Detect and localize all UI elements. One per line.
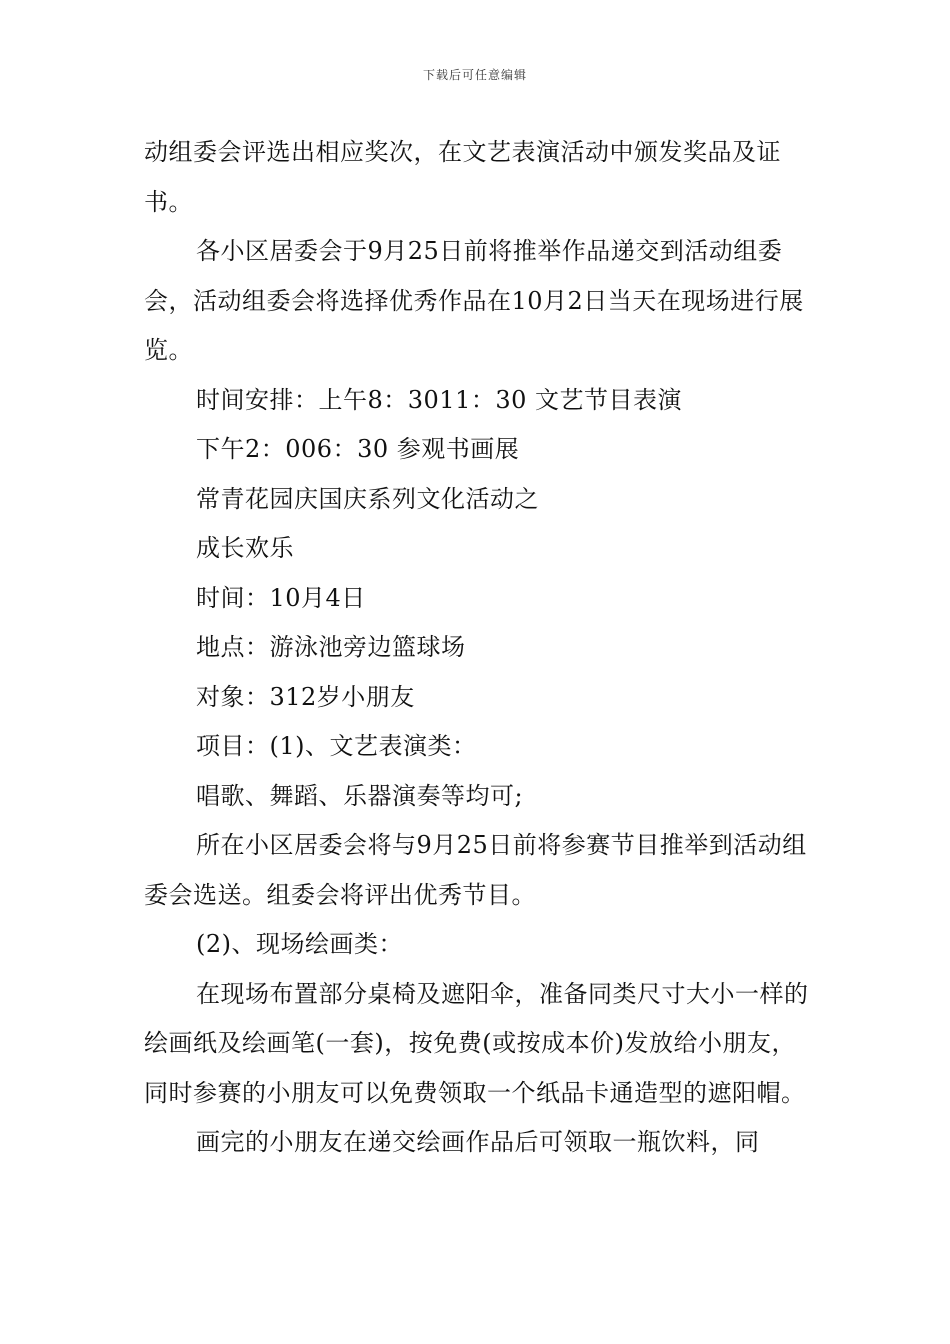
- paragraph: 各小区居委会于9月25日前将推举作品递交到活动组委会，活动组委会将选择优秀作品在10月2日当天在现场进行展览。: [144, 237, 804, 364]
- paragraph: 对象：312岁小朋友: [196, 682, 415, 711]
- paragraph: 在现场布置部分桌椅及遮阳伞，准备同类尺寸大小一样的绘画纸及绘画笔(一套)，按免费(或按成本价)发放给小朋友，同时参赛的小朋友可以免费领取一个纸品卡通造型的遮阳帽。: [144, 979, 809, 1107]
- paragraph: 地点：游泳池旁边篮球场: [196, 633, 466, 661]
- paragraph: 唱歌、舞蹈、乐器演奏等均可;: [196, 781, 524, 810]
- paragraph: 画完的小朋友在递交绘画作品后可领取一瓶饮料，同: [196, 1128, 760, 1156]
- paragraph: 下午2：006：30 参观书画展: [196, 435, 520, 463]
- paragraph: (2)、现场绘画类：: [196, 930, 403, 958]
- paragraph: 成长欢乐: [196, 534, 294, 562]
- paragraph: 所在小区居委会将与9月25日前将参赛节目推举到活动组委会选送。组委会将评出优秀节目。: [144, 831, 807, 909]
- paragraph: 常青花园庆国庆系列文化活动之: [196, 484, 539, 513]
- paragraph: 时间：10月4日: [196, 583, 366, 612]
- paragraph: 时间安排：上午8：3011：30 文艺节目表演: [196, 385, 683, 414]
- document-body: [144, 128, 810, 1168]
- paragraph: 动组委会评选出相应奖次，在文艺表演活动中颁发奖品及证书。: [144, 138, 781, 216]
- paragraph: 项目：(1)、文艺表演类：: [196, 732, 477, 760]
- page-header: 下载后可任意编辑: [422, 68, 527, 82]
